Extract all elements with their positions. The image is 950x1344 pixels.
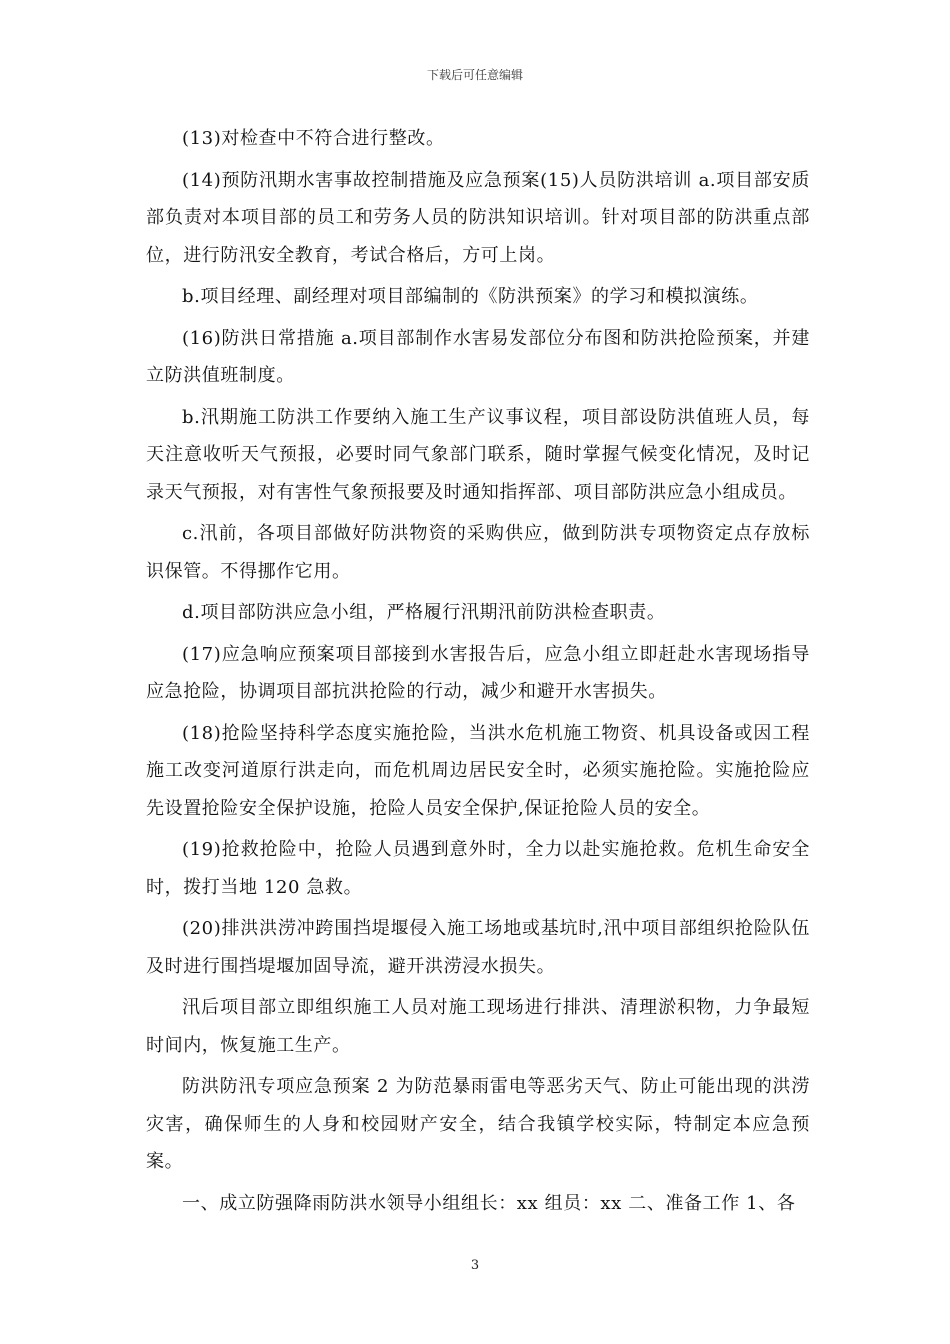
- paragraph-16: (16)防洪日常措施 a.项目部制作水害易发部位分布图和防洪抢险预案，并建立防洪值班制度。: [146, 327, 810, 386]
- paragraph-17: (17)应急响应预案项目部接到水害报告后，应急小组立即赶赴水害现场指导应急抢险，协调项目部抗洪抢险的行动，减少和避开水害损失。: [146, 643, 810, 702]
- paragraph-14-15: (14)预防汛期水害事故控制措施及应急预案(15)人员防洪培训 a.项目部安质部负责对本项目部的员工和劳务人员的防洪知识培训。针对项目部的防洪重点部位，进行防汛安全教育，考试合格后，方可上岗。: [146, 169, 810, 266]
- paragraph-19: (19)抢救抢险中，抢险人员遇到意外时，全力以赴实施抢救。危机生命安全时，拨打当地 120 急救。: [146, 839, 810, 898]
- paragraph-section-1: 一、成立防强降雨防洪水领导小组组长：xx 组员：xx 二、准备工作 1、各: [182, 1192, 796, 1214]
- paragraph-supplies: c.汛前，各项目部做好防洪物资的采购供应，做到防洪专项物资定点存放标识保管。不得挪作它用。: [146, 523, 810, 582]
- paragraph-duty: b.汛期施工防洪工作要纳入施工生产议事议程，项目部设防洪值班人员，每天注意收听天气预报，必要时同气象部门联系，随时掌握气候变化情况，及时记录天气预报，对有害性气象预报要及时通知指挥部、项目部防洪应急小组成员。: [146, 406, 810, 503]
- paragraph-plan-2: 防洪防汛专项应急预案 2 为防范暴雨雷电等恶劣天气、防止可能出现的洪涝灾害，确保师生的人身和校园财产安全，结合我镇学校实际，特制定本应急预案。: [146, 1076, 810, 1172]
- document-body: [146, 120, 810, 1226]
- paragraph-drill: b.项目经理、副经理对项目部编制的《防洪预案》的学习和模拟演练。: [182, 286, 759, 307]
- paragraph-13: (13)对检查中不符合进行整改。: [182, 128, 445, 149]
- page-header: 下载后可任意编辑: [426, 68, 523, 82]
- paragraph-inspection: d.项目部防洪应急小组，严格履行汛期汛前防洪检查职责。: [182, 602, 666, 623]
- paragraph-18: (18)抢险坚持科学态度实施抢险，当洪水危机施工物资、机具设备或因工程施工改变河道原行洪走向，而危机周边居民安全时，必须实施抢险。实施抢险应先设置抢险安全保护设施，抢险人员安全保护,保证抢险人员的安全。: [146, 722, 810, 819]
- page-number: 3: [470, 1258, 480, 1273]
- paragraph-20: (20)排洪洪涝冲跨围挡堤堰侵入施工场地或基坑时,汛中项目部组织抢险队伍及时进行围挡堤堰加固导流，避开洪涝浸水损失。: [146, 918, 810, 977]
- paragraph-post-flood: 汛后项目部立即组织施工人员对施工现场进行排洪、清理淤积物，力争最短时间内，恢复施工生产。: [146, 997, 810, 1056]
